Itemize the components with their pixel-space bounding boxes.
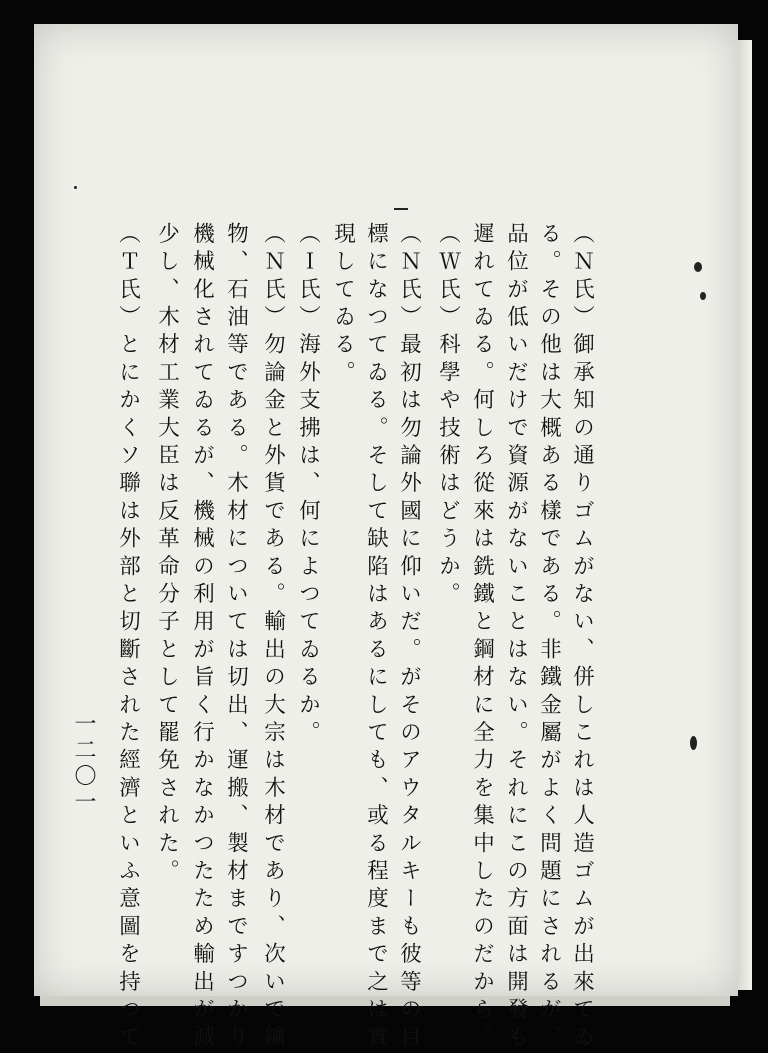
text-column: 機械化されてゐるが、機械の利用が旨く行かなかつたため輸出が減 bbox=[189, 222, 215, 1053]
text-column: （Ｔ氏）とにかくソ聯は外部と切斷された經濟といふ意圖を持つて bbox=[115, 222, 141, 1053]
page-edge bbox=[738, 40, 752, 990]
page-number: 一二〇一 bbox=[71, 712, 96, 816]
text-column: （Ｉ氏）海外支拂は、何によつてゐるか。 bbox=[295, 222, 321, 749]
ink-speck bbox=[690, 736, 697, 750]
text-column: 標になつてゐる。そして缺陷はあるにしても、或る程度まで之は實 bbox=[363, 222, 389, 1053]
text-column: 遲れてゐる。何しろ從來は銑鐵と鋼材に全力を集中したのだから。 bbox=[469, 222, 495, 1053]
ink-speck bbox=[74, 186, 77, 189]
text-column: （Ｗ氏）科學や技術はどうか。 bbox=[435, 222, 461, 610]
text-column: （Ｎ氏）御承知の通りゴムがない、併しこれは人造ゴムが出來てゐ bbox=[569, 222, 595, 1053]
ink-speck bbox=[700, 292, 706, 300]
ink-speck bbox=[694, 262, 702, 272]
text-column: 少し、木材工業大臣は反革命分子として罷免された。 bbox=[154, 222, 180, 887]
text-column: 物、石油等である。木材については切出、運搬、製材まですつかり bbox=[223, 222, 249, 1053]
text-column: （Ｎ氏）最初は勿論外國に仰いだ。がそのアウタルキーも彼等の目 bbox=[396, 222, 422, 1053]
text-column: 品位が低いだけで資源がないことはない。それにこの方面は開發も bbox=[503, 222, 529, 1053]
text-column: （Ｎ氏）勿論金と外貨である。輸出の大宗は木材であり、次いで鑛 bbox=[260, 222, 286, 1053]
ink-mark bbox=[394, 208, 408, 210]
text-column: 現してゐる。 bbox=[330, 222, 356, 389]
text-column: る。その他は大概ある樣である。非鐵金屬がよく問題にされるが、 bbox=[536, 222, 562, 1053]
